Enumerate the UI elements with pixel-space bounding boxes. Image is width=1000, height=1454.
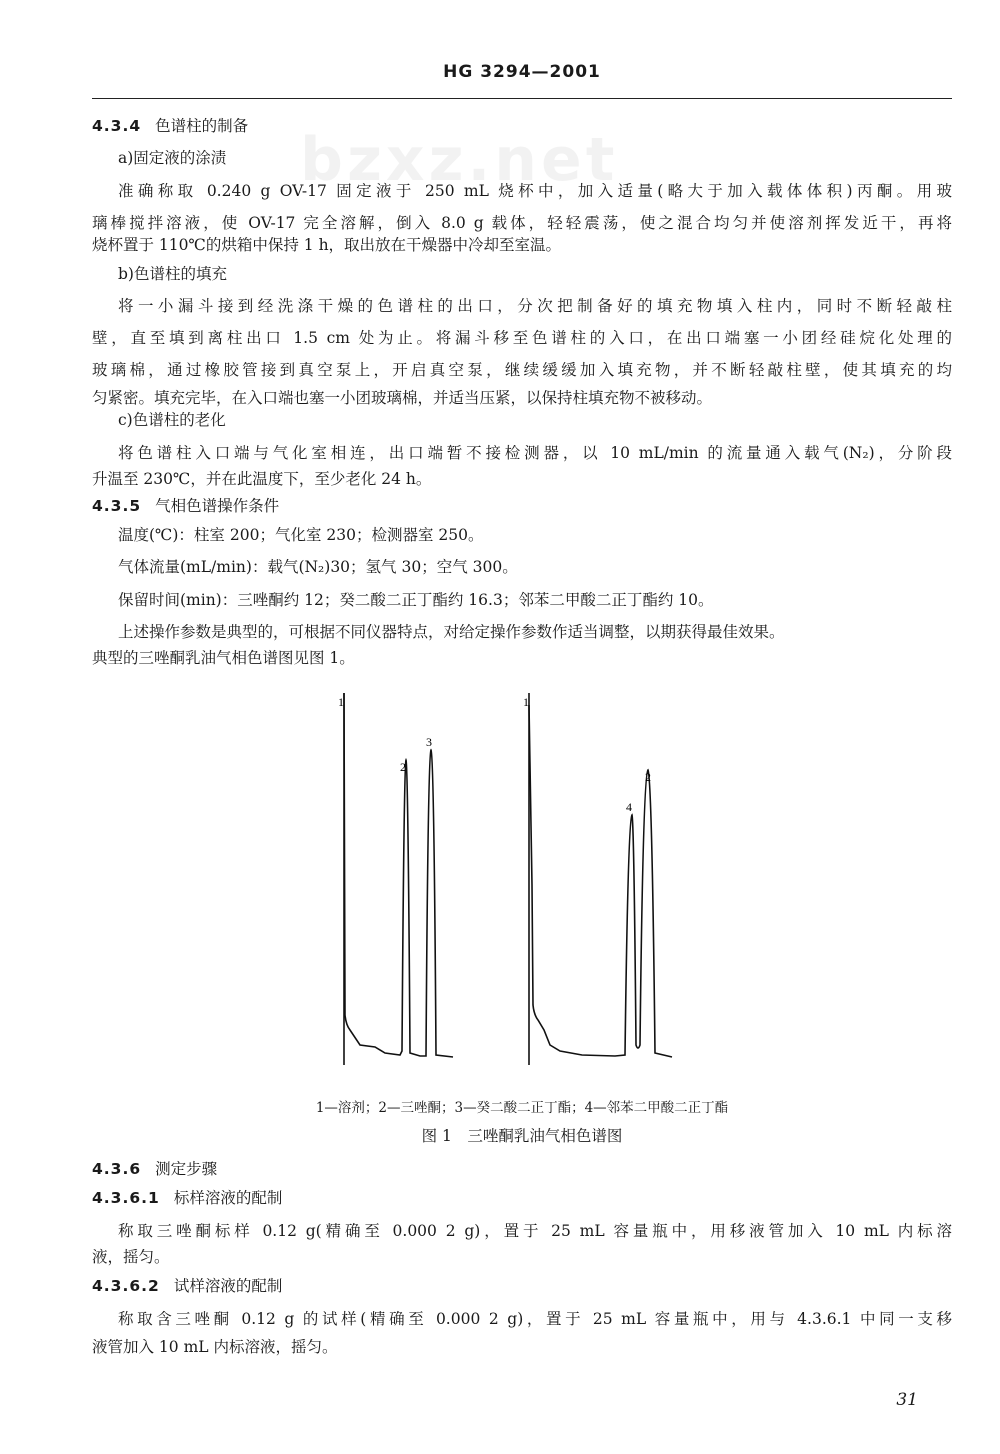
section-number: 4.3.4 (92, 117, 142, 135)
paragraph-line: 称取三唑酮标样 0.12 g(精确至 0.000 2 g)，置于 25 mL 容量瓶中，用移液管加入 10 mL 内标溶 (118, 1222, 952, 1240)
paragraph-line: 准确称取 0.240 g OV-17 固定液于 250 mL 烧杯中，加入适量(略大于加入载体体积)丙酮。用玻 (118, 182, 952, 200)
section-title: 试样溶液的配制 (173, 1277, 283, 1295)
section-title: 色谱柱的制备 (155, 117, 249, 135)
section-title: 标样溶液的配制 (173, 1189, 283, 1207)
peak-label: 1 (338, 695, 344, 709)
paragraph-line: 称取含三唑酮 0.12 g 的试样(精确至 0.000 2 g)，置于 25 mL 容量瓶中，用与 4.3.6.1 中同一支移 (118, 1310, 952, 1328)
trace-right (529, 705, 672, 1057)
section-heading-4361 (92, 1188, 952, 1208)
paragraph-line: 液管加入 10 mL 内标溶液，摇匀。 (92, 1338, 338, 1356)
watermark: bzxz.net (300, 125, 619, 195)
paragraph-line: 将色谱柱入口端与气化室相连，出口端暂不接检测器，以 10 mL/min 的流量通入载气(N₂)，分阶段 (118, 444, 952, 462)
paragraph-line: 液，摇匀。 (92, 1248, 170, 1266)
peak-label: 2 (645, 770, 651, 784)
paragraph-line: 将一小漏斗接到经洗涤干燥的色谱柱的出口，分次把制备好的填充物填入柱内，同时不断轻敲柱 (118, 297, 952, 315)
page-number: 31 (896, 1390, 918, 1410)
peak-label: 4 (626, 800, 632, 814)
paragraph-line: 温度(℃)：柱室 200；气化室 230；检测器室 250。 (118, 526, 484, 544)
paragraph-line: 升温至 230℃，并在此温度下，至少老化 24 h。 (92, 470, 432, 488)
chromatogram-right (529, 693, 672, 1065)
section-number: 4.3.5 (92, 497, 142, 515)
section-heading-436 (92, 1159, 952, 1179)
paragraph-line: 璃棒搅拌溶液，使 OV-17 完全溶解，倒入 8.0 g 载体，轻轻震荡，使之混合均匀并使溶剂挥发近干，再将 (92, 214, 952, 232)
section-number: 4.3.6.2 (92, 1277, 160, 1295)
paragraph-line: 典型的三唑酮乳油气相色谱图见图 1。 (92, 649, 355, 667)
subheading-c: c)色谱柱的老化 (118, 411, 226, 429)
peak-label: 1 (523, 695, 529, 709)
subheading-b: b)色谱柱的填充 (118, 265, 227, 283)
chromatogram-figure (320, 685, 700, 1075)
section-title: 气相色谱操作条件 (155, 497, 280, 515)
figure-legend: 1—溶剂；2—三唑酮；3—癸二酸二正丁酯；4—邻苯二甲酸二正丁酯 (315, 1100, 729, 1116)
section-heading-434 (92, 116, 952, 136)
trace-left (344, 693, 453, 1057)
section-heading-4362 (92, 1276, 952, 1296)
section-number: 4.3.6.1 (92, 1189, 160, 1207)
header-rule (92, 98, 952, 99)
chromatogram-left (344, 693, 453, 1065)
paragraph-line: 匀紧密。填充完毕，在入口端也塞一小团玻璃棉，并适当压紧，以保持柱填充物不被移动。 (92, 389, 713, 407)
paragraph-line: 保留时间(min)：三唑酮约 12；癸二酸二正丁酯约 16.3；邻苯二甲酸二正丁酯约 10。 (118, 591, 714, 609)
paragraph-line: 烧杯置于 110℃的烘箱中保持 1 h，取出放在干燥器中冷却至室温。 (92, 236, 562, 254)
section-title: 测定步骤 (155, 1160, 218, 1178)
paragraph-line: 上述操作参数是典型的，可根据不同仪器特点，对给定操作参数作适当调整，以期获得最佳效果。 (118, 623, 785, 641)
section-number: 4.3.6 (92, 1160, 142, 1178)
peak-label: 3 (426, 735, 432, 749)
subheading-a: a)固定液的涂渍 (118, 149, 227, 167)
standard-code-header: HG 3294—2001 (443, 62, 601, 82)
peak-label: 2 (400, 760, 406, 774)
paragraph-line: 气体流量(mL/min)：载气(N₂)30；氢气 30；空气 300。 (118, 558, 518, 576)
figure-caption: 图 1 三唑酮乳油气相色谱图 (421, 1127, 623, 1145)
paragraph-line: 壁，直至填到离柱出口 1.5 cm 处为止。将漏斗移至色谱柱的入口，在出口端塞一小团经硅烷化处理的 (92, 329, 952, 347)
section-heading-435 (92, 496, 952, 516)
paragraph-line: 玻璃棉，通过橡胶管接到真空泵上，开启真空泵，继续缓缓加入填充物，并不断轻敲柱壁，使其填充的均 (92, 361, 952, 379)
